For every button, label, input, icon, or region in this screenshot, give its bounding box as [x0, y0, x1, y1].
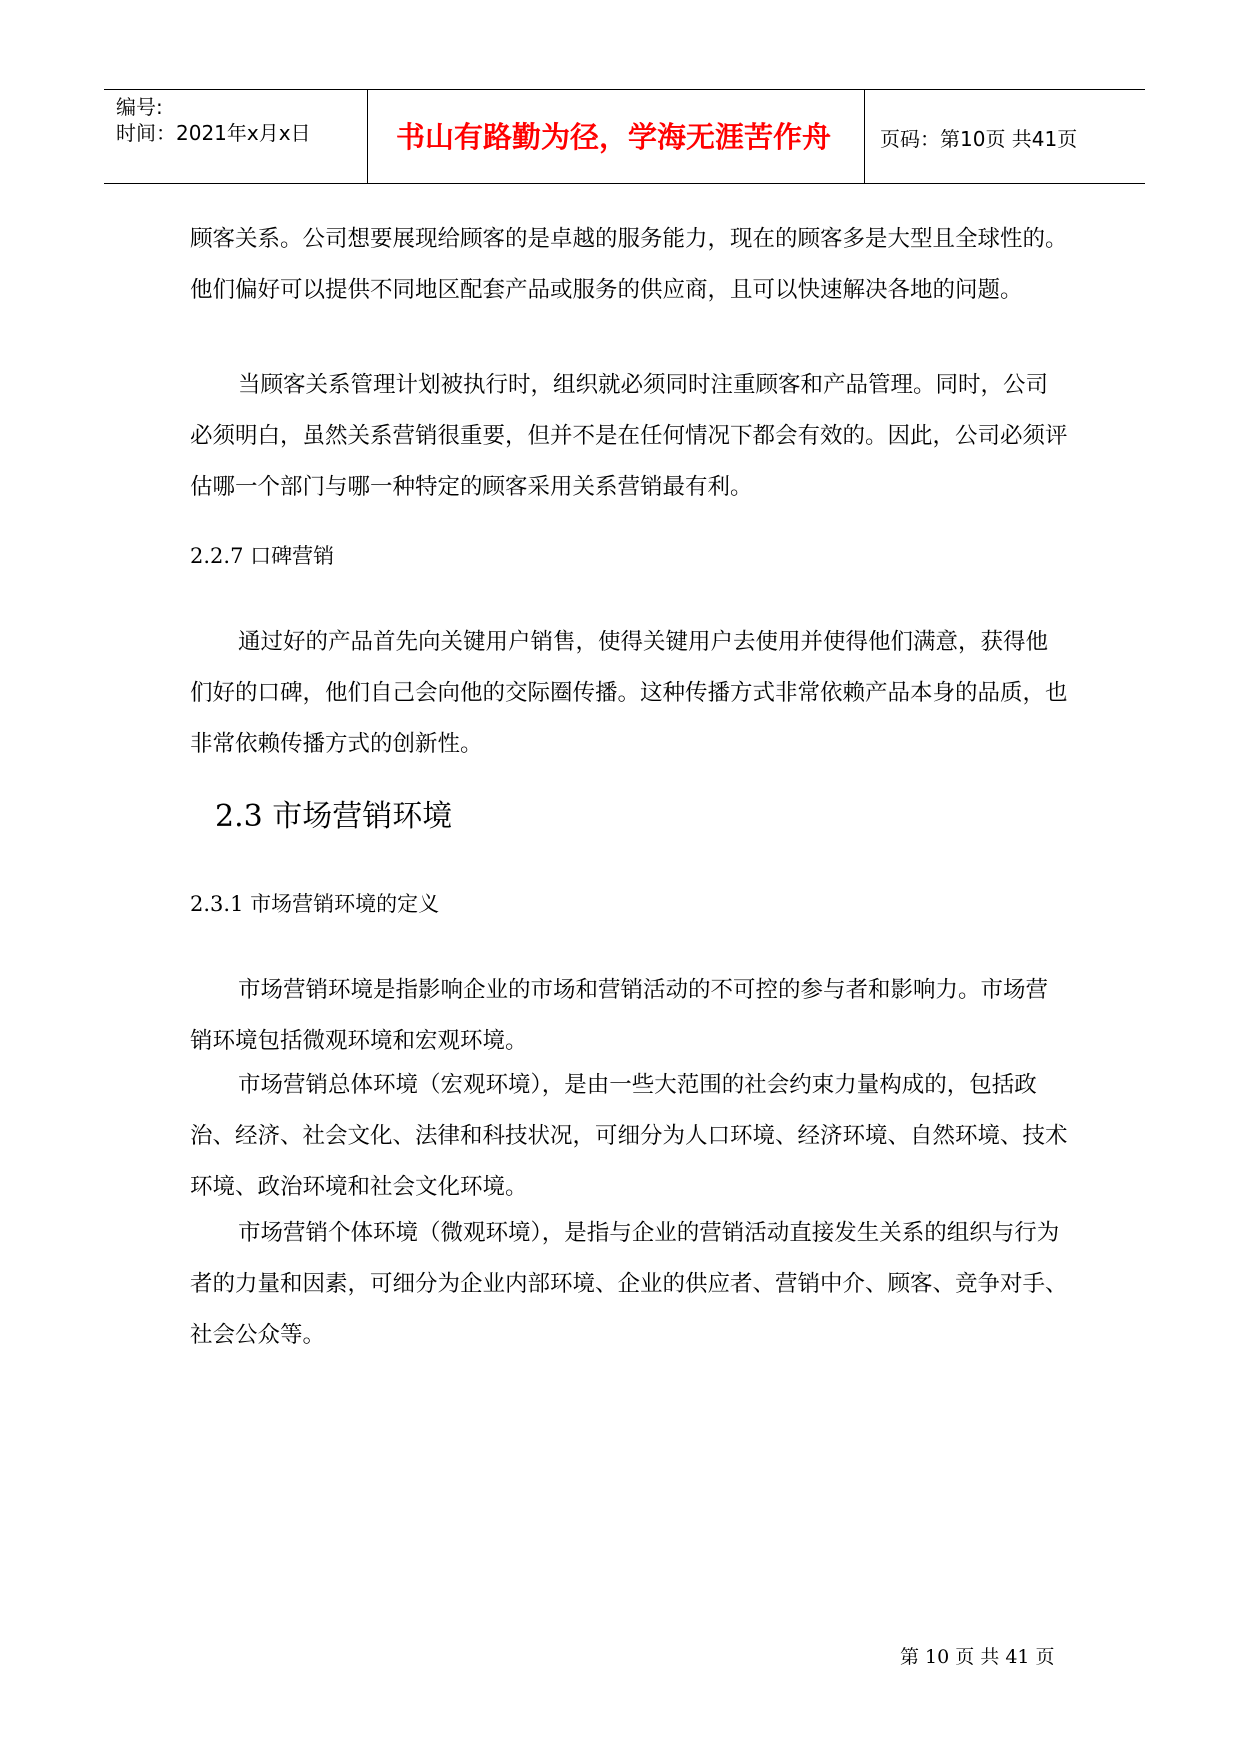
header-motto: 书山有路勤为径，学海无涯苦作舟 [396, 120, 832, 154]
page-header [104, 89, 1145, 184]
paragraph-crm-plan [190, 360, 1070, 513]
paragraph-text: 市场营销环境是指影响企业的市场和营销活动的不可控的参与者和影响力。市场营销环境包括微观环境和宏观环境。 [190, 977, 1049, 1054]
document-number-label: 编号: [116, 95, 163, 119]
subheading-2-2-7: 2.2.7 口碑营销 [190, 544, 335, 568]
paragraph-word-of-mouth [190, 617, 1070, 770]
page-footer: 第 10 页 共 41 页 [900, 1646, 1055, 1668]
paragraph-text: 市场营销个体环境（微观环境），是指与企业的营销活动直接发生关系的组织与行为者的力量和因素，可细分为企业内部环境、企业的供应者、营销中介、顾客、竞争对手、社会公众等。 [190, 1220, 1068, 1348]
section-heading-2-3: 2.3 市场营销环境 [215, 799, 453, 834]
subheading-2-3-1: 2.3.1 市场营销环境的定义 [190, 892, 440, 916]
header-page-label: 页码：第10页 共41页 [880, 127, 1078, 151]
document-time-label: 时间：2021年x月x日 [116, 121, 311, 145]
paragraph-micro-environment [190, 1208, 1070, 1361]
header-meta [104, 90, 368, 183]
paragraph-customer-relations [190, 214, 1070, 316]
header-motto-cell [369, 90, 865, 183]
paragraph-text: 顾客关系。公司想要展现给顾客的是卓越的服务能力，现在的顾客多是大型且全球性的。他们偏好可以提供不同地区配套产品或服务的供应商，且可以快速解决各地的问题。 [190, 226, 1068, 303]
paragraph-macro-environment [190, 1060, 1070, 1213]
paragraph-text: 当顾客关系管理计划被执行时，组织就必须同时注重顾客和产品管理。同时，公司必须明白，虽然关系营销很重要，但并不是在任何情况下都会有效的。因此，公司必须评估哪一个部门与哪一种特定的顾客采用关系营销最有利。 [190, 372, 1068, 500]
paragraph-text: 市场营销总体环境（宏观环境），是由一些大范围的社会约束力量构成的，包括政治、经济、社会文化、法律和科技状况，可细分为人口环境、经济环境、自然环境、技术环境、政治环境和社会文化环境。 [190, 1072, 1068, 1200]
paragraph-environment-definition [190, 965, 1070, 1067]
paragraph-text: 通过好的产品首先向关键用户销售，使得关键用户去使用并使得他们满意，获得他们好的口碑，他们自己会向他的交际圈传播。这种传播方式非常依赖产品本身的品质，也非常依赖传播方式的创新性。 [190, 629, 1068, 757]
header-page-cell [866, 90, 1145, 183]
